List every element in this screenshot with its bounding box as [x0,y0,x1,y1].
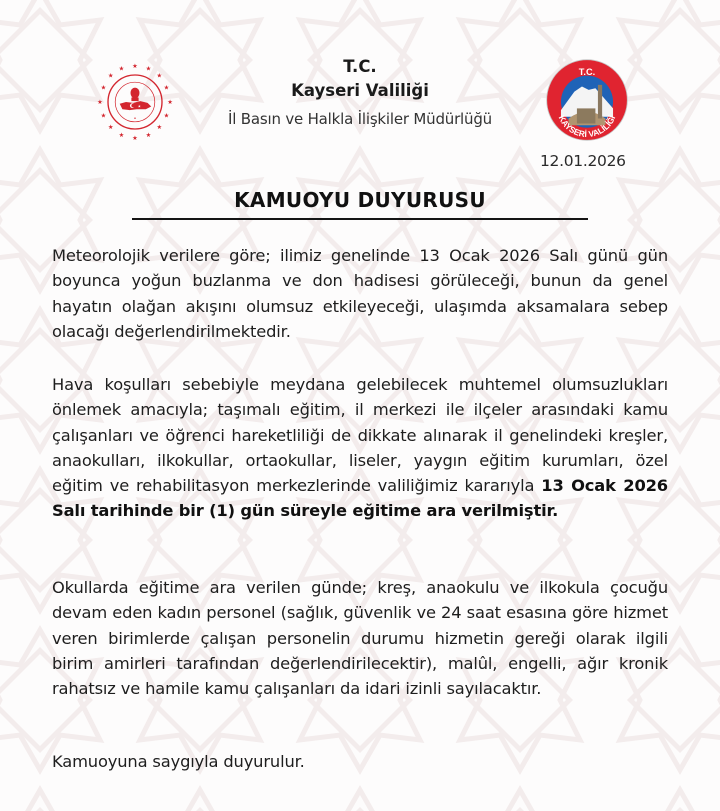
svg-text:KAYSERİ VALİLİĞİ: KAYSERİ VALİLİĞİ [556,113,618,139]
announcement-title: KAMUOYU DUYURUSU [234,188,486,212]
svg-text:★: ★ [163,112,170,120]
paragraph-2-bold-decision: 13 Ocak 2026 Salı tarihinde bir (1) gün süreyle eğitime ara verilmiştir. [52,476,668,521]
paragraph-2 [52,372,668,524]
svg-text:★: ★ [145,65,152,73]
header-department: İl Basın ve Halkla İlişkiler Müdürlüğü [228,110,492,128]
header-tc: T.C. [343,57,377,76]
svg-text:★: ★ [156,124,163,131]
kayseri-valiligi-emblem-icon [545,58,629,142]
svg-text:★: ★ [118,65,125,73]
svg-text:★: ★ [167,98,173,106]
paragraph-3: Okullarda eğitime ara verilen günde; kreş, anaokulu ve ilkokula çocuğu devam eden kadın personel (sağlık, güvenlik ve 24 saat esasına göre hizmet veren birimlerde çalışan personelin durumu hizmetin gereği olarak ilgili birim amirleri tarafından değerlendirilecektir), malûl, engelli, ağır kronik rahatsız ve hamile kamu çalışanları da idari izinli sayılacaktır. [52,578,668,699]
svg-text:★: ★ [100,84,107,92]
announcement-date: 12.01.2026 [540,152,626,170]
svg-text:T.C.: T.C. [578,66,596,77]
svg-text:★: ★ [156,72,163,80]
paragraph-2-text: Hava koşulları sebebiyle meydana gelebilecek muhtemel olumsuzlukları önlemek amacıyla; taşımalı eğitim, il merkezi ile ilçeler arasındaki kamu çalışanları ve öğrenci hareketliliği de dikkate alınarak il genelindeki kreşler, anaokulları, ilkokullar, ortaokullar, liseler, yaygın eğitim kurumları, özel eğitim ve rehabilitasyon merkezlerinde valiliğimiz kararıyla [52,375,668,496]
closing-line: Kamuoyuna saygıyla duyurulur. [52,752,305,771]
svg-text:★: ★ [100,112,107,120]
icisleri-bakanligi-emblem-icon [90,57,180,147]
svg-text:★: ★ [97,98,103,106]
svg-text:★: ★ [132,134,138,142]
title-underline [132,218,588,220]
svg-text:★: ★ [107,124,114,131]
svg-text:★: ★ [118,132,125,140]
paragraph-1: Meteorolojik verilere göre; ilimiz genelinde 13 Ocak 2026 Salı günü gün boyunca yoğun buzlanma ve don hadisesi görüleceği, bunun da genel hayatın olağan akışını olumsuz etkileyeceği, ulaşımda aksamalara sebep olacağı değerlendirilmektedir. [52,246,668,341]
svg-text:★: ★ [107,72,114,80]
header-governorship: Kayseri Valiliği [291,81,429,100]
svg-text:★: ★ [145,132,152,140]
svg-text:★: ★ [137,104,141,109]
svg-text:★: ★ [132,62,138,70]
svg-text:★: ★ [163,84,170,92]
